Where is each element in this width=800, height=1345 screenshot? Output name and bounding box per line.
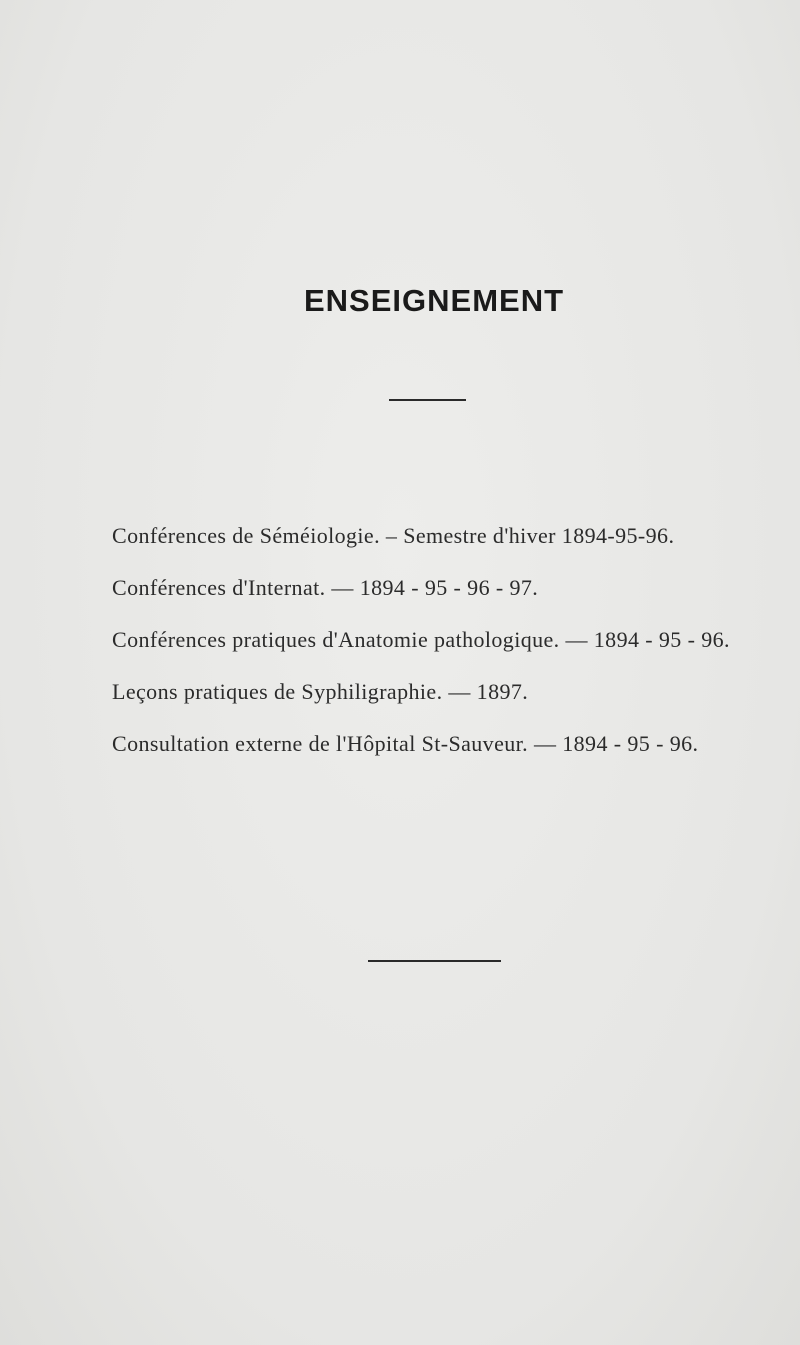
list-item: Conférences de Séméiologie. – Semestre d'hiver 1894-95-96. (112, 523, 675, 548)
list-item: Consultation externe de l'Hôpital St-Sauveur. — 1894 - 95 - 96. (112, 731, 699, 756)
list-item: Conférences pratiques d'Anatomie pathologique. — 1894 - 95 - 96. (112, 627, 730, 652)
title-separator-rule (389, 399, 466, 401)
closing-rule (368, 960, 501, 962)
page-title: ENSEIGNEMENT (303, 282, 565, 318)
teaching-entries-list (112, 510, 792, 770)
list-item: Conférences d'Internat. — 1894 - 95 - 96 - 97. (112, 575, 539, 600)
list-item: Leçons pratiques de Syphiligraphie. — 1897. (112, 679, 529, 704)
